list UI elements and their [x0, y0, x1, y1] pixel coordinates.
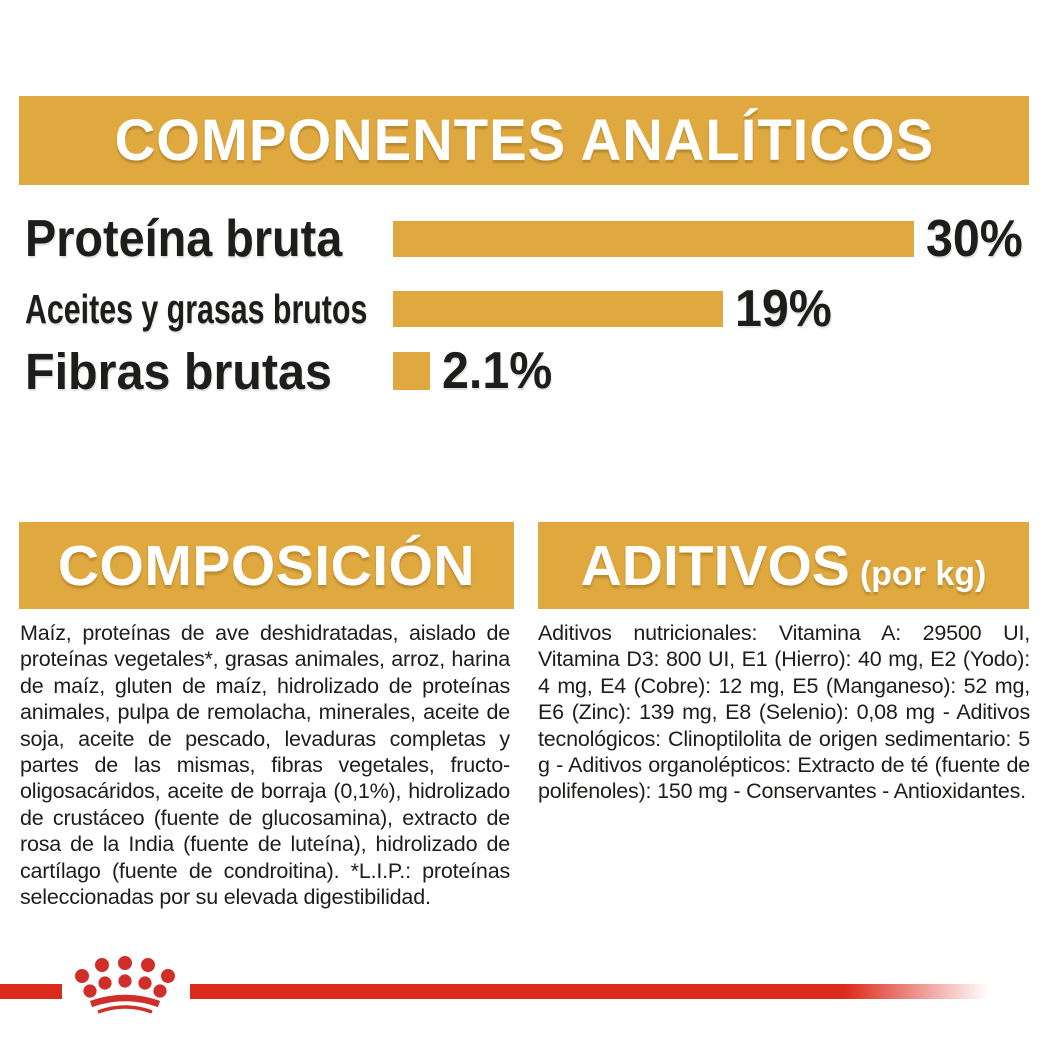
- chart-value-protein: 30%: [926, 210, 1023, 268]
- chart-row-fats: [25, 281, 839, 337]
- additives-title-suffix: (por kg): [859, 554, 987, 593]
- analytics-title: COMPONENTES ANALÍTICOS: [114, 108, 934, 173]
- chart-label-protein: Proteína bruta: [25, 210, 343, 268]
- analytics-header-banner: [19, 96, 1029, 185]
- chart-label-fibre: Fibras brutas: [25, 342, 332, 400]
- footer-rule-right: [190, 984, 989, 999]
- chart-label-fats: Aceites y grasas brutos: [25, 285, 368, 332]
- chart-row-fibre: [25, 343, 560, 399]
- chart-value-fats: 19%: [735, 280, 832, 338]
- additives-header-banner: [538, 522, 1029, 609]
- additives-text: Aditivos nutricionales: Vitamina A: 29500 UI, Vitamina D3: 800 UI, E1 (Hierro): 40 mg, E2 (Yodo): 4 mg, E4 (Cobre): 12 mg, E5 (Manganeso): 52 mg, E6 (Zinc): 139 mg, E8 (Selenio): 0,08 mg - Aditivos tecnológicos: Clinoptilolita de origen sedimentario: 5 g - Aditivos organolépticos: Extracto de té (fuente de polifenoles): 150 mg - Conservantes - Antioxidantes.: [538, 621, 1030, 804]
- chart-bar-fats: [393, 291, 723, 327]
- chart-bar-protein: [393, 221, 914, 257]
- composition-header-banner: [19, 522, 514, 609]
- chart-bar-fibre: [393, 352, 430, 390]
- chart-row-protein: [25, 211, 1030, 267]
- chart-value-fibre: 2.1%: [441, 342, 552, 400]
- composition-text: Maíz, proteínas de ave deshidratadas, aislado de proteínas vegetales*, grasas animales, arroz, harina de maíz, gluten de maíz, hidrolizado de proteínas animales, pulpa de remolacha, minerales, aceite de soja, aceite de pescado, levaduras completas y partes de las mismas, fibras vegetales, fructo-oligosacáridos, aceite de borraja (0,1%), hidrolizado de crustáceo (fuente de glucosamina), extracto de rosa de la India (fuente de luteína), hidrolizado de cartílago (fuente de condroitina). *L.I.P.: proteínas seleccionadas por su elevada digestibilidad.: [20, 621, 510, 910]
- footer-rule-left: [0, 984, 62, 999]
- composition-title: COMPOSICIÓN: [57, 533, 476, 598]
- additives-title: ADITIVOS: [580, 533, 850, 598]
- royal-canin-crown-icon: [72, 955, 178, 1015]
